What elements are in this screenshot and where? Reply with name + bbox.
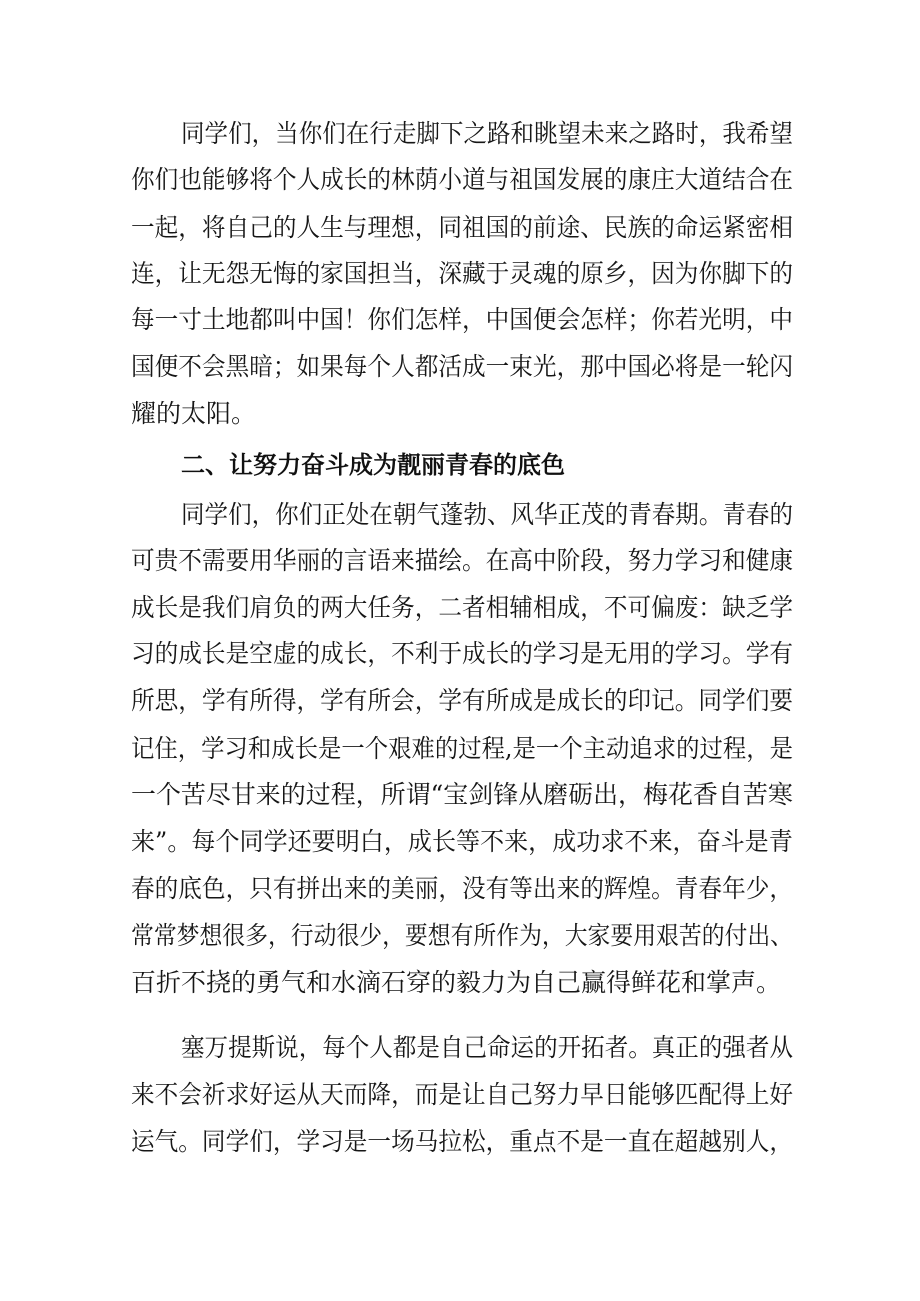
text-line: 你们也能够将个人成长的林荫小道与祖国发展的康庄大道结合在 bbox=[131, 165, 794, 194]
text-line: 常常梦想很多，行动很少，要想有所作为，大家要用艰苦的付出、 bbox=[131, 921, 794, 950]
text-line: 来”。每个同学还要明白，成长等不来，成功求不来，奋斗是青 bbox=[131, 827, 793, 856]
text-line: 成长是我们肩负的两大任务，二者相辅相成，不可偏废：缺乏学 bbox=[131, 593, 794, 622]
text-line: 习的成长是空虚的成长，不利于成长的学习是无用的学习。学有 bbox=[131, 639, 794, 668]
text-line: 一起，将自己的人生与理想，同祖国的前途、民族的命运紧密相 bbox=[131, 213, 794, 242]
text-line: 同学们，当你们在行走脚下之路和眺望未来之路时，我希望 bbox=[181, 119, 794, 148]
text-line: 可贵不需要用华丽的言语来描绘。在高中阶段，努力学习和健康 bbox=[131, 546, 794, 575]
text-line: 每一寸土地都叫中国！你们怎样，中国便会怎样；你若光明，中 bbox=[131, 305, 794, 334]
text-line: 所思，学有所得，学有所会，学有所成是成长的印记。同学们要 bbox=[131, 686, 794, 715]
text-line: 春的底色，只有拼出来的美丽，没有等出来的辉煌。青春年少， bbox=[131, 874, 794, 903]
text-line: 同学们，你们正处在朝气蓬勃、风华正茂的青春期。青春的 bbox=[181, 500, 794, 529]
text-line: 记住，学习和成长是一个艰难的过程,是一个主动追求的过程，是 bbox=[131, 734, 793, 763]
text-line: 百折不挠的勇气和水滴石穿的毅力为自己赢得鲜花和掌声。 bbox=[131, 968, 782, 997]
section-heading: 二、让努力奋斗成为靓丽青春的底色 bbox=[181, 451, 565, 479]
text-line: 连，让无怨无悔的家国担当，深藏于灵魂的原乡，因为你脚下的 bbox=[131, 259, 794, 288]
text-line: 一个苦尽甘来的过程，所谓“宝剑锋从磨砺出，梅花香自苦寒 bbox=[131, 780, 793, 809]
text-line: 运气。同学们，学习是一场马拉松，重点不是一直在超越别人， bbox=[131, 1127, 794, 1156]
text-line: 塞万提斯说，每个人都是自己命运的开拓者。真正的强者从 bbox=[181, 1033, 794, 1062]
text-line: 来不会祈求好运从天而降，而是让自己努力早日能够匹配得上好 bbox=[131, 1080, 794, 1109]
text-line: 国便不会黑暗；如果每个人都活成一束光，那中国必将是一轮闪 bbox=[131, 352, 794, 381]
text-line: 耀的太阳。 bbox=[131, 399, 257, 428]
